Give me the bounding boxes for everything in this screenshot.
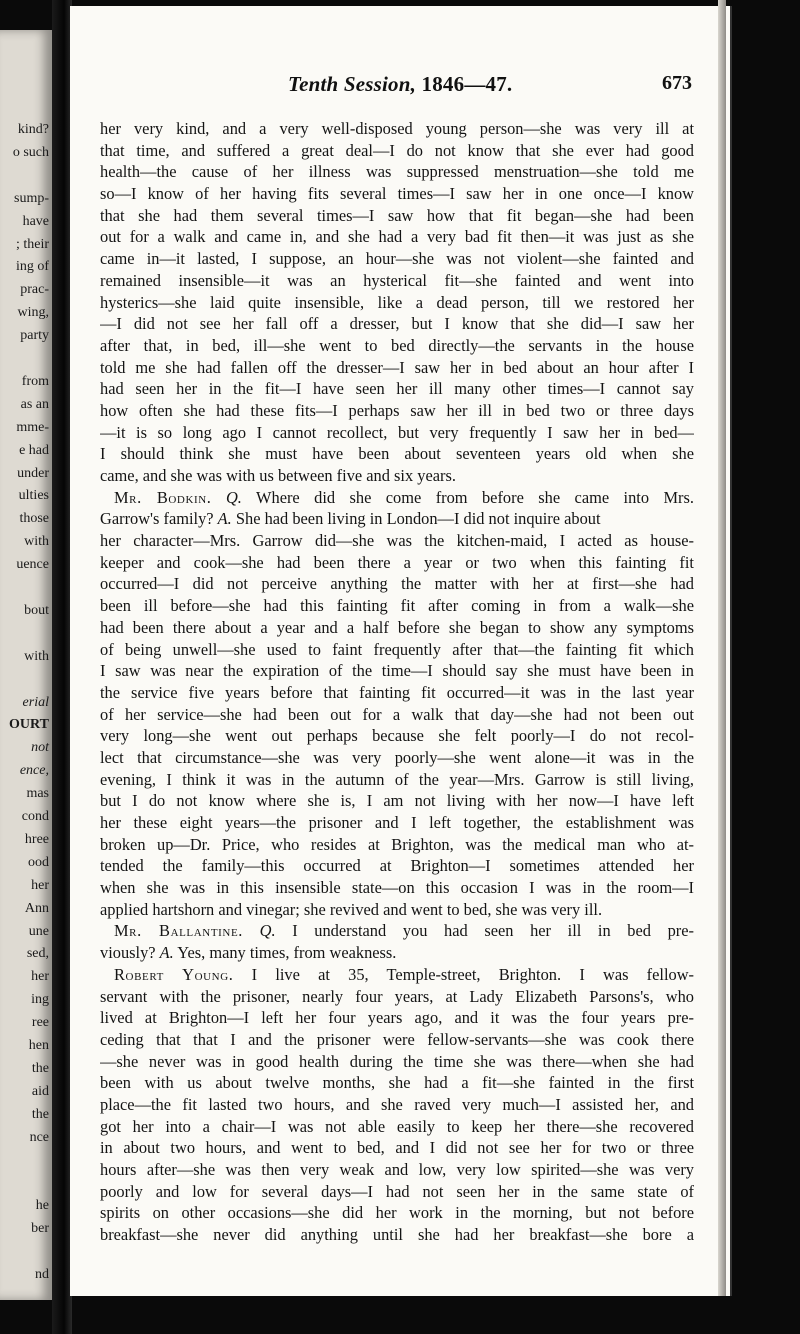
text-line: lect that circumstance—she was very poorly—she went alone—it was in the — [100, 747, 694, 767]
book-gutter — [52, 0, 72, 1334]
text-line: health—the cause of her illness was suppressed menstruation—she told me — [100, 162, 694, 182]
text-line: in about two hours, and went to bed, and I did not see her for two or three — [100, 1138, 694, 1158]
text-line: of her service—she had been out for a walk that day—she had not been out — [100, 704, 694, 724]
transcript-body — [100, 118, 694, 1246]
facing-page-text: the — [31, 1060, 49, 1076]
facing-page-text: nd — [35, 1267, 49, 1282]
text-line: Garrow's family? A. She had been living in London—I did not inquire about — [100, 509, 601, 529]
page-number: 673 — [662, 72, 692, 94]
text-line: I should think she must have been about seventeen years old when she — [100, 444, 694, 464]
text-line: hysterics—she laid quite insensible, like a dead person, till we restored her — [100, 292, 694, 312]
text-line: Robert Young. I live at 35, Temple-street, Brighton. I was fellow- — [114, 964, 694, 984]
text-line: been ill before—she had this fainting fit after coming in from a walk—she — [100, 596, 694, 616]
text-line: the service five years before that fainting fit occurred—it was in the last year — [100, 682, 694, 702]
facing-page-text: from — [21, 373, 49, 389]
facing-page-text: mme- — [16, 419, 49, 435]
facing-page-text: uence — [16, 557, 49, 573]
text-line: but I do not know where she is, I am not living with her now—I have left — [100, 791, 694, 811]
facing-page-text: he — [35, 1198, 49, 1214]
text-line: poorly and low for several days—I had not seen her in the same state of — [100, 1181, 694, 1201]
text-line: remained insensible—it was an hysterical fit—she fainted and went into — [100, 270, 694, 290]
facing-page-text: prac- — [20, 282, 49, 298]
facing-page-text: her — [31, 969, 49, 985]
facing-page-text: hen — [28, 1038, 49, 1053]
facing-page-text: have — [22, 213, 49, 229]
text-line: when she was in this insensible state—on this occasion I was in the room—I — [100, 878, 694, 898]
facing-page-text: her — [31, 877, 49, 893]
facing-page-text: under — [17, 465, 49, 481]
facing-page-text: nce — [29, 1129, 49, 1145]
facing-page-text: those — [19, 511, 49, 527]
paragraph-bodkin — [100, 487, 694, 921]
text-line: tended the family—this occurred at Brighton—I sometimes attended her — [100, 856, 694, 876]
facing-page-text: with — [24, 534, 49, 550]
facing-page-text: ood — [28, 854, 49, 870]
facing-page-text: ing of — [15, 259, 49, 275]
facing-page-text: not — [31, 740, 49, 756]
text-line: how often she had these fits—I perhaps saw her ill in bed two or three days — [100, 400, 694, 420]
text-line: so—I know of her having fits several times—I saw her in one once—I know — [100, 184, 694, 204]
book-page — [70, 6, 732, 1296]
facing-page-text: cond — [21, 809, 49, 824]
speaker-name: Mr. Bodkin. — [114, 487, 212, 507]
running-title: Tenth Session, 1846—47. — [288, 72, 513, 96]
speaker-name: Mr. Ballantine. — [114, 921, 243, 941]
text-line: that she had them several times—I saw how that fit began—she had been — [100, 205, 694, 225]
facing-page-text: erial — [22, 694, 49, 710]
question-marker: Q. — [225, 487, 242, 507]
text-line: out for a walk and came in, and she had a very bad fit then—it was just as she — [100, 227, 694, 247]
text-line: lived at Brighton—I left her four years ago, and it was the four years pre- — [100, 1008, 694, 1028]
text-line: ceding that that I and the prisoner were fellow-servants—she was cook there — [100, 1029, 694, 1049]
text-line: occurred—I did not perceive anything the matter with her at first—she had — [100, 574, 694, 594]
page-header — [70, 72, 730, 102]
text-line: her very kind, and a very well-disposed young person—she was very ill at — [100, 119, 694, 138]
text-line: had seen her in the fit—I have seen her ill many other times—I cannot say — [100, 379, 694, 399]
facing-page-text: sump- — [14, 190, 49, 206]
text-line: place—the fit lasted two hours, and she raved very much—I assisted her, and — [100, 1094, 694, 1114]
text-line: —I did not see her fall off a dresser, but I know that she did—I saw her — [100, 314, 694, 334]
text-line: had been there about a year and a half before she began to show any symptoms — [100, 617, 694, 637]
facing-page-text: wing, — [17, 305, 49, 321]
facing-page-text: with — [24, 648, 49, 664]
facing-page-text: e had — [19, 442, 49, 458]
text-line: that time, and suffered a great deal—I do not know that she ever had good — [100, 140, 694, 160]
text-line: got her into a chair—I was not able easily to keep her there—she recovered — [100, 1116, 694, 1136]
answer-marker: A. — [159, 943, 174, 963]
text-line: Mr. Ballantine. Q. I understand you had seen her ill in bed pre- — [114, 921, 694, 941]
text-line: keeper and cook—she had been there a year or two when this fainting fit — [100, 552, 694, 572]
text-line: breakfast—she never did anything until she had her breakfast—she bore a — [100, 1225, 694, 1245]
text-line: viously? A. Yes, many times, from weakness. — [100, 943, 397, 963]
text-line: —she never was in good health during the time she was there—when she had — [100, 1051, 694, 1071]
facing-page-text: OURT — [9, 717, 49, 733]
text-line: been with us about twelve months, she had a fit—she fainted in the first — [100, 1073, 694, 1093]
facing-page-text: une — [28, 923, 49, 939]
facing-page-text: ; their — [15, 236, 49, 252]
facing-page-text: ree — [31, 1015, 49, 1031]
facing-page-text: o such — [12, 144, 49, 160]
facing-page-text: Ann — [24, 900, 49, 916]
text-line: her character—Mrs. Garrow did—she was the kitchen-maid, I acted as house- — [100, 531, 694, 551]
facing-page-text: ber — [31, 1221, 49, 1237]
paragraph-robert-young — [100, 964, 694, 1246]
page-edge — [718, 0, 726, 1296]
facing-page-text: kind? — [17, 122, 49, 137]
text-line: broken up—Dr. Price, who resides at Brighton, was the medical man who at- — [100, 834, 694, 854]
text-line: came in—it lasted, I suppose, an hour—she was not violent—she fainted and — [100, 249, 694, 269]
answer-marker: A. — [217, 509, 232, 529]
question-marker: Q. — [259, 921, 276, 941]
facing-page-text: as an — [20, 396, 49, 412]
text-line: —it is so long ago I cannot recollect, but very frequently I saw her in bed— — [100, 422, 694, 442]
text-line: spirits on other occasions—she did her work in the morning, but not before — [100, 1203, 694, 1223]
facing-page-text: sed, — [26, 946, 49, 962]
text-line: I saw was near the expiration of the time—I should say she must have been in — [100, 661, 694, 681]
facing-page-text: mas — [26, 786, 49, 802]
paragraph-continuation — [100, 118, 694, 487]
facing-page-text: party — [20, 328, 49, 344]
text-line: hours after—she was then very weak and low, very low spirited—she was very — [100, 1160, 694, 1179]
text-line: evening, I think it was in the autumn of the year—Mrs. Garrow is still living, — [100, 769, 694, 789]
text-line: came, and she was with us between five and six years. — [100, 466, 456, 485]
facing-page-text: the — [31, 1106, 49, 1122]
text-line: very long—she went out perhaps because she felt poorly—I do not recol- — [100, 726, 694, 746]
paragraph-ballantine — [100, 920, 694, 963]
facing-page-text: ence, — [19, 763, 49, 779]
facing-page-text: ing — [31, 992, 49, 1008]
facing-page-fragment — [0, 30, 52, 1300]
text-line: servant with the prisoner, nearly four years, at Lady Elizabeth Parsons's, who — [100, 986, 694, 1006]
text-line: after that, in bed, ill—she went to bed directly—the servants in the house — [100, 335, 694, 355]
facing-page-text: aid — [31, 1083, 49, 1099]
facing-page-text: bout — [24, 602, 49, 618]
text-line: applied hartshorn and vinegar; she revived and went to bed, she was very ill. — [100, 899, 603, 919]
text-line: her these eight years—the prisoner and I left together, the establishment was — [100, 813, 694, 832]
text-line: Mr. Bodkin. Q. Where did she come from before she came into Mrs. — [114, 487, 694, 507]
facing-page-text: hree — [24, 831, 49, 847]
text-line: of being unwell—she used to faint frequently after that—the fainting fit which — [100, 639, 694, 659]
witness-name: Robert Young. — [114, 964, 234, 984]
facing-page-text: ulties — [18, 488, 49, 504]
text-line: told me she had fallen off the dresser—I saw her in bed about an hour after I — [100, 357, 694, 377]
